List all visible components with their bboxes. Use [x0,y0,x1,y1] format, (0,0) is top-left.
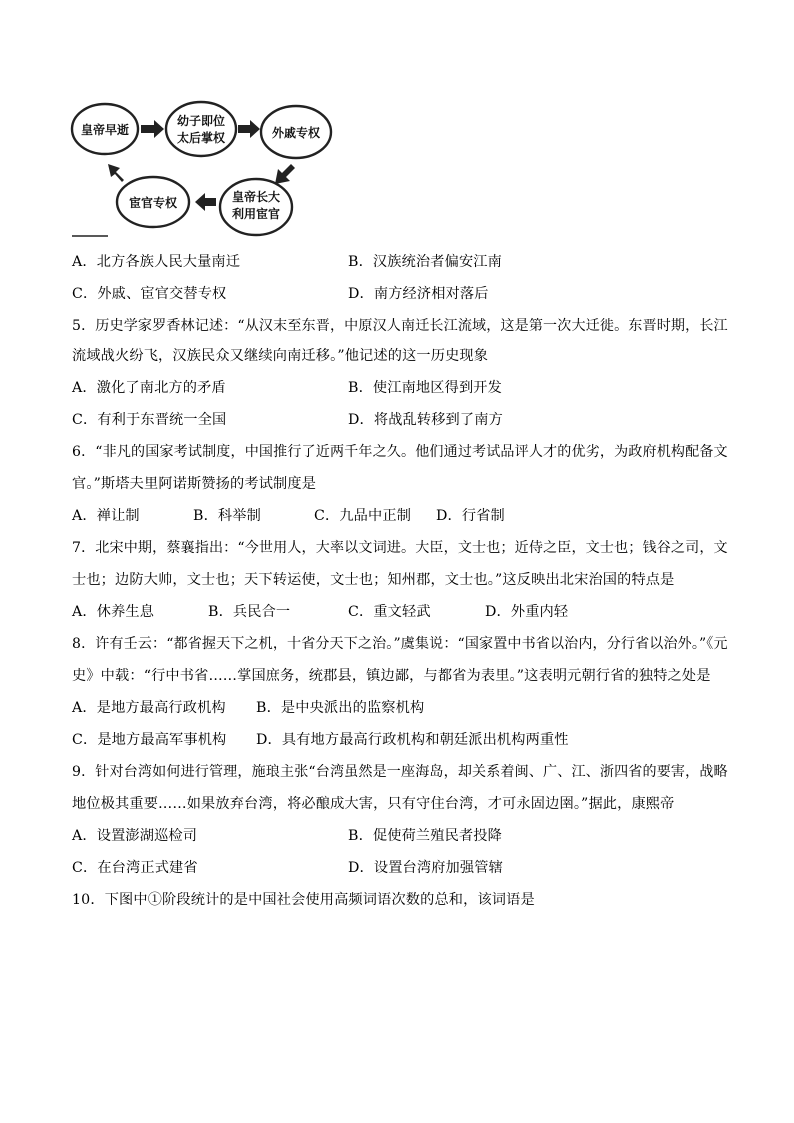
arrow-right-icon [238,120,260,138]
q4-option-b: B．汉族统治者偏安江南 [348,254,502,270]
svg-text:皇帝早逝: 皇帝早逝 [80,123,130,137]
q7-option-b: B．兵民合一 [208,604,291,620]
svg-text:皇帝长大: 皇帝长大 [231,190,281,204]
q9-stem-line1: 9．针对台湾如何进行管理，施琅主张“台湾虽然是一座海岛，却关系着闽、广、江、浙四省的要害，战略 [72,764,728,780]
q7-stem-line2: 士也；边防大帅，文士也；天下转运使，文士也；知州郡，文士也。”这反映出北宋治国的特点是 [72,572,675,588]
q10-stem-line1: 10．下图中①阶段统计的是中国社会使用高频词语次数的总和，该词语是 [72,892,535,908]
node-emperor-grows-eunuchs [220,179,292,235]
q5-stem-line1: 5．历史学家罗香林记述：“从汉末至东晋，中原汉人南迁长江流域，这是第一次大迁徙。东晋时期，长江 [72,318,728,334]
arrow-right-icon [141,120,164,138]
svg-text:宦官专权: 宦官专权 [128,196,178,210]
q8-option-a: A．是地方最高行政机构 [72,700,226,716]
q5-option-a: A．激化了南北方的矛盾 [72,380,226,396]
q6-stem-line1: 6．“非凡的国家考试制度，中国推行了近两千年之久。他们通过考试品评人才的优劣，为政府机构配备文 [72,444,728,460]
q8-stem-line2: 史》中载：“行中书省……掌国庶务，统郡县，镇边鄙，与都省为表里。”这表明元朝行省的独特之处是 [72,668,711,684]
q7-option-c: C．重文轻武 [348,604,431,620]
q5-option-b: B．使江南地区得到开发 [348,380,502,396]
q5-option-d: D．将战乱转移到了南方 [348,412,503,428]
q6-option-d: D．行省制 [436,508,505,524]
q8-option-d: D．具有地方最高行政机构和朝廷派出机构两重性 [256,732,569,748]
q9-stem-line2: 地位极其重要……如果放弃台湾，将必酿成大害，只有守住台湾，才可永固边圉。”据此，康熙帝 [72,796,675,812]
q5-stem-line2: 流域战火纷飞，汉族民众又继续向南迁移。”他记述的这一历史现象 [72,348,489,364]
q8-option-b: B．是中央派出的监察机构 [256,700,425,716]
q9-option-b: B．促使荷兰殖民者投降 [348,828,502,844]
svg-text:外戚专权: 外戚专权 [271,126,321,140]
arrow-down-left-icon [275,164,295,184]
q6-option-c: C．九品中正制 [314,508,412,524]
arrow-up-left-icon [108,164,124,182]
q6-option-a: A．禅让制 [72,508,140,524]
q8-option-c: C．是地方最高军事机构 [72,732,227,748]
q7-stem-line1: 7．北宋中期，蔡襄指出：“今世用人，大率以文词进。大臣，文士也；近侍之臣，文士也；钱谷之司，文 [72,540,728,556]
cycle-flow-diagram [68,98,338,240]
q6-stem-line2: 官。”斯塔夫里阿诺斯赞扬的考试制度是 [72,476,317,492]
node-young-son-empress-dowager [166,102,236,156]
svg-text:幼子即位: 幼子即位 [176,114,226,128]
q4-option-c: C．外戚、宦官交替专权 [72,286,227,302]
arrow-left-icon [195,193,216,211]
svg-text:利用宦官: 利用宦官 [231,207,281,221]
svg-text:太后掌权: 太后掌权 [176,131,226,145]
q6-option-b: B．科举制 [193,508,261,524]
q7-option-d: D．外重内轻 [485,604,569,620]
q9-option-d: D．设置台湾府加强管辖 [348,860,503,876]
q7-option-a: A．休养生息 [72,604,155,620]
node-consort-clan-power [261,106,331,158]
node-emperor-dies-young [72,104,138,154]
q4-option-d: D．南方经济相对落后 [348,286,489,302]
q8-stem-line1: 8．许有壬云：“都省握天下之机，十省分天下之治。”虞集说：“国家置中书省以治内，分行省以治外。”《元 [72,636,728,652]
q9-option-a: A．设置澎湖巡检司 [72,828,198,844]
node-eunuch-power [117,177,189,227]
q5-option-c: C．有利于东晋统一全国 [72,412,227,428]
q9-option-c: C．在台湾正式建省 [72,860,198,876]
q4-option-a: A．北方各族人民大量南迁 [72,254,241,270]
